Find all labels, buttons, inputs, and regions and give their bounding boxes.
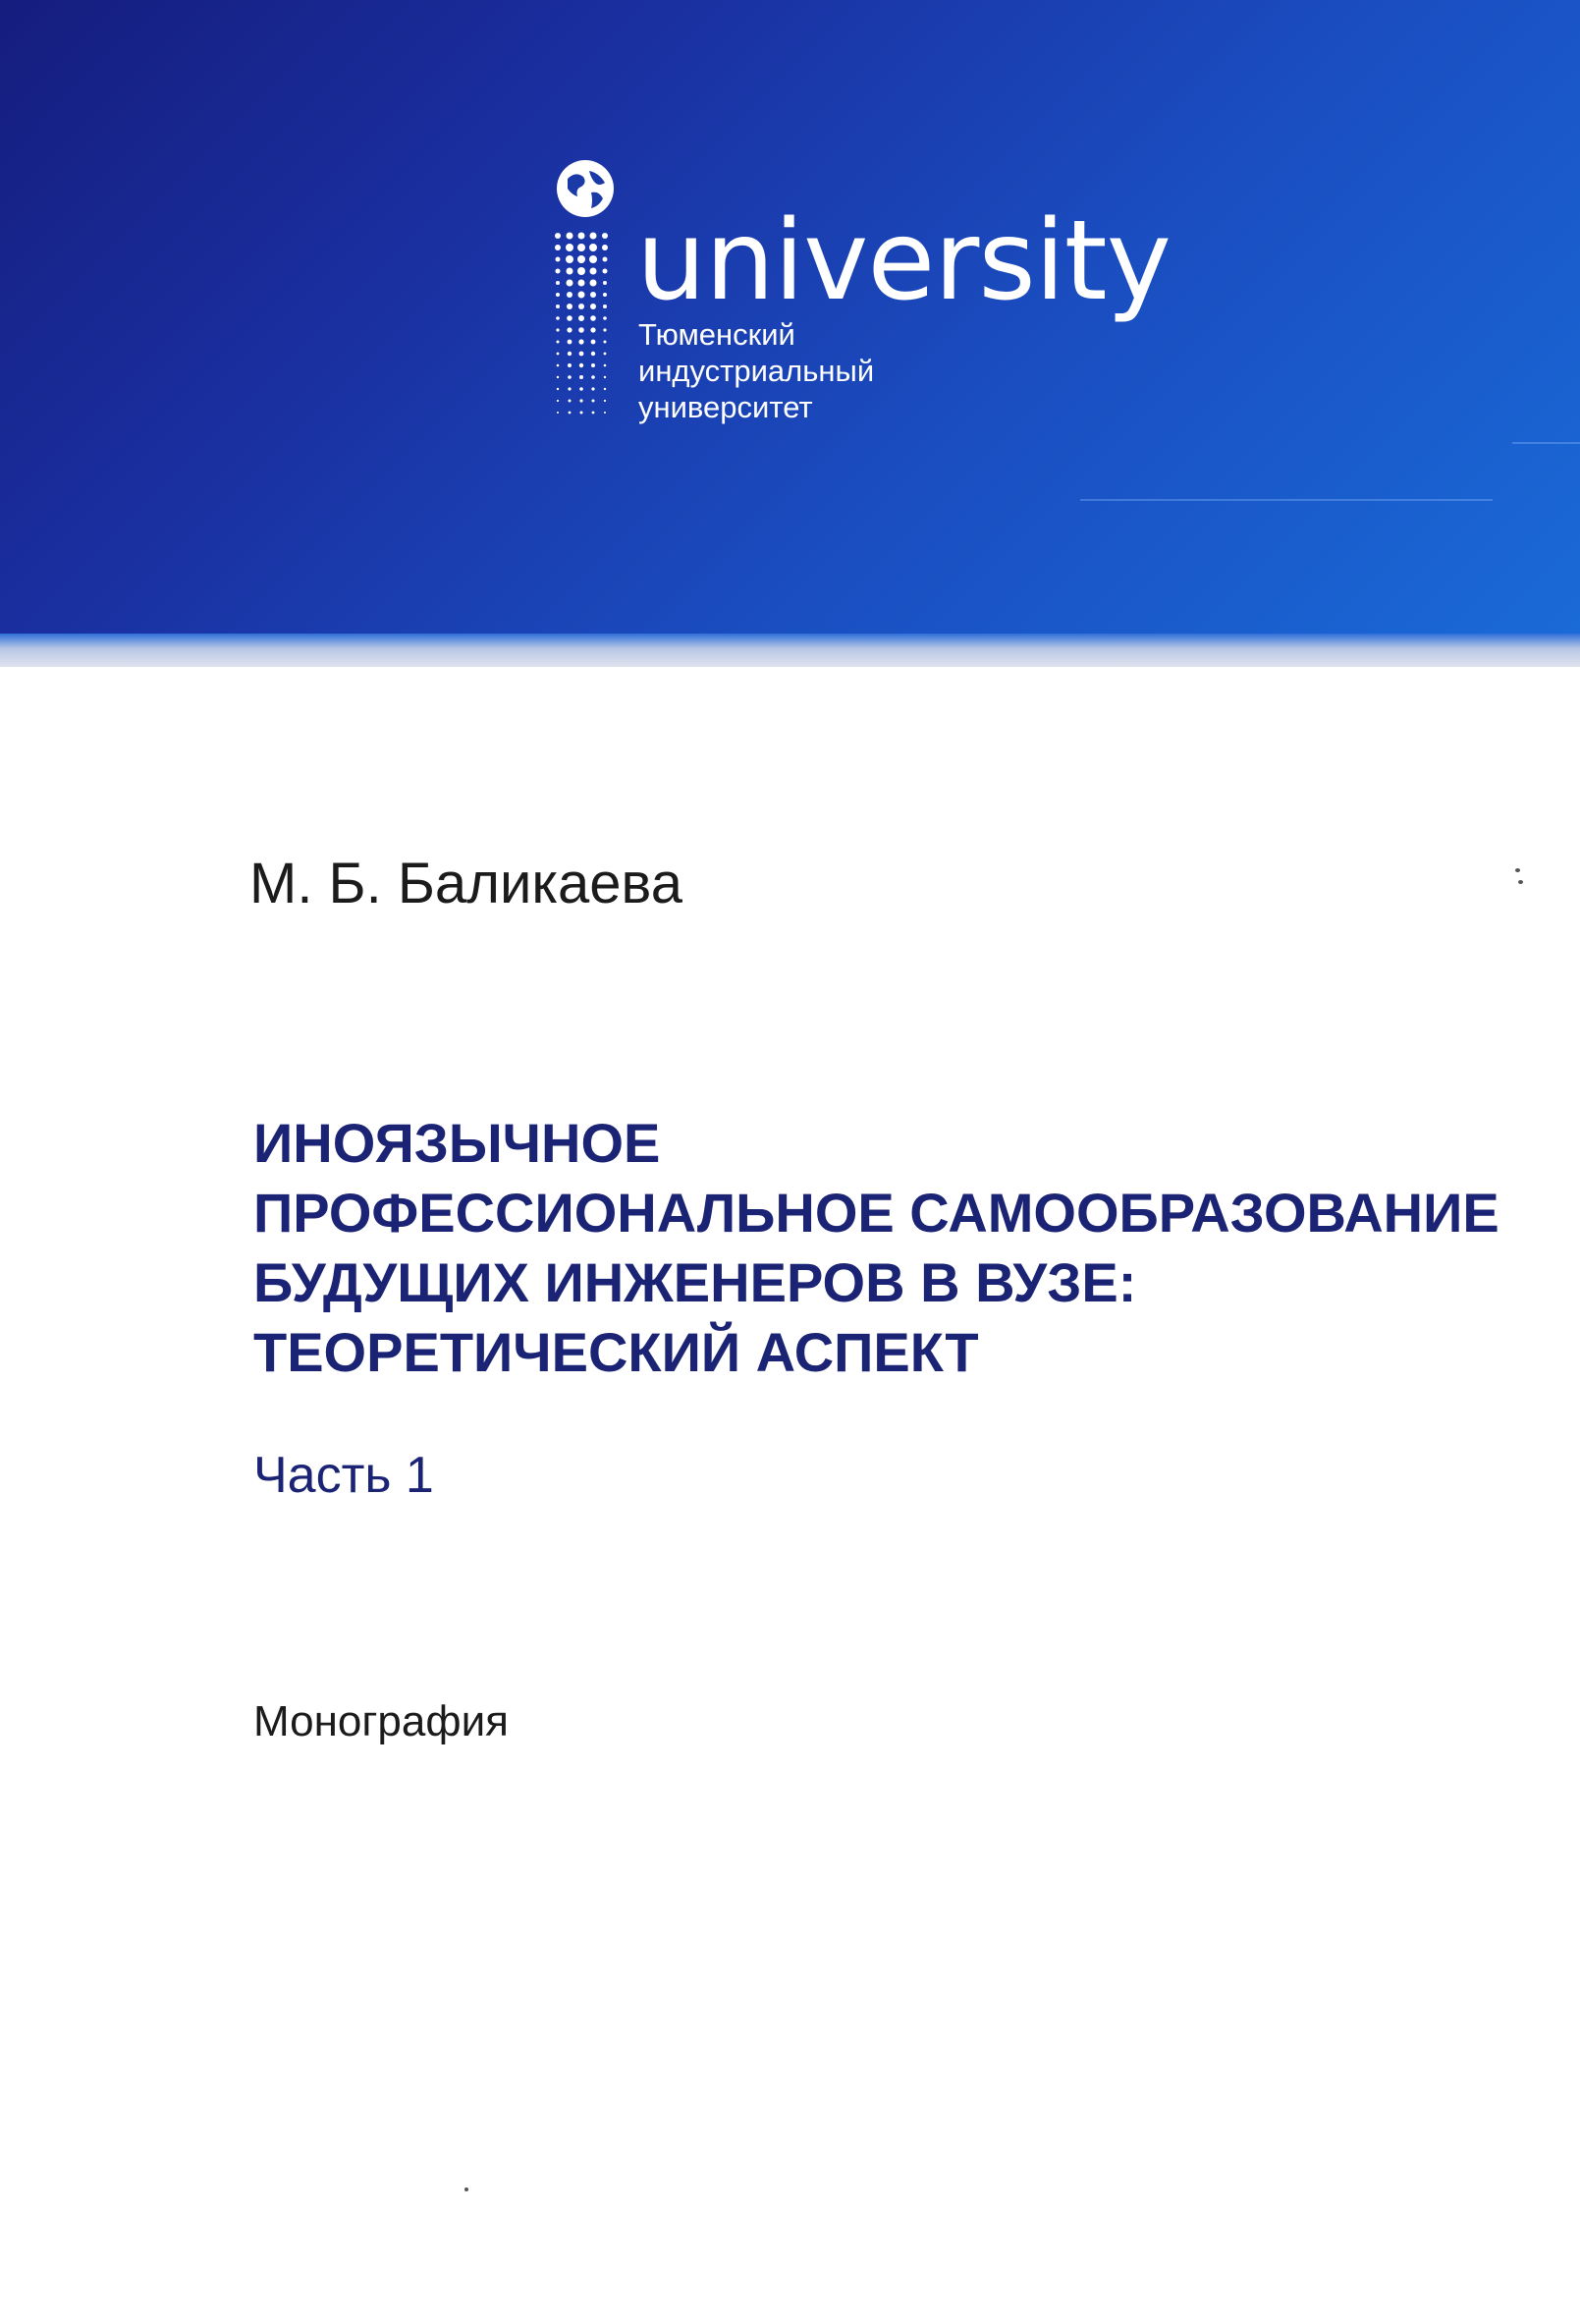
logo-subtitle-line: Тюменский [638, 317, 795, 352]
book-title [253, 1108, 1499, 1387]
author-name: М. Б. Баликаева [249, 852, 682, 915]
print-speck [1518, 880, 1523, 884]
logo-subtitle-line: индустриальный [638, 354, 875, 388]
logo-dot-pillar [550, 228, 613, 424]
print-speck [464, 2187, 468, 2191]
title-line: ПРОФЕССИОНАЛЬНОЕ САМООБРАЗОВАНИЕ [253, 1182, 1499, 1244]
print-speck [1515, 868, 1520, 872]
banner-edge [0, 634, 1580, 667]
logo-wordmark: university [636, 197, 1171, 325]
header-banner [0, 0, 1580, 634]
globe-icon [554, 157, 617, 220]
logo-subtitle [638, 316, 874, 425]
logo-subtitle-line: университет [638, 390, 813, 424]
title-line: ИНОЯЗЫЧНОЕ [253, 1112, 661, 1174]
banner-streak [1080, 499, 1493, 501]
part-label: Часть 1 [253, 1447, 434, 1504]
title-line: БУДУЩИХ ИНЖЕНЕРОВ В ВУЗЕ: [253, 1251, 1137, 1313]
banner-streak [1512, 442, 1580, 444]
title-line: ТЕОРЕТИЧЕСКИЙ АСПЕКТ [253, 1321, 979, 1383]
university-logo [550, 147, 1171, 432]
genre-label: Монография [253, 1697, 509, 1745]
